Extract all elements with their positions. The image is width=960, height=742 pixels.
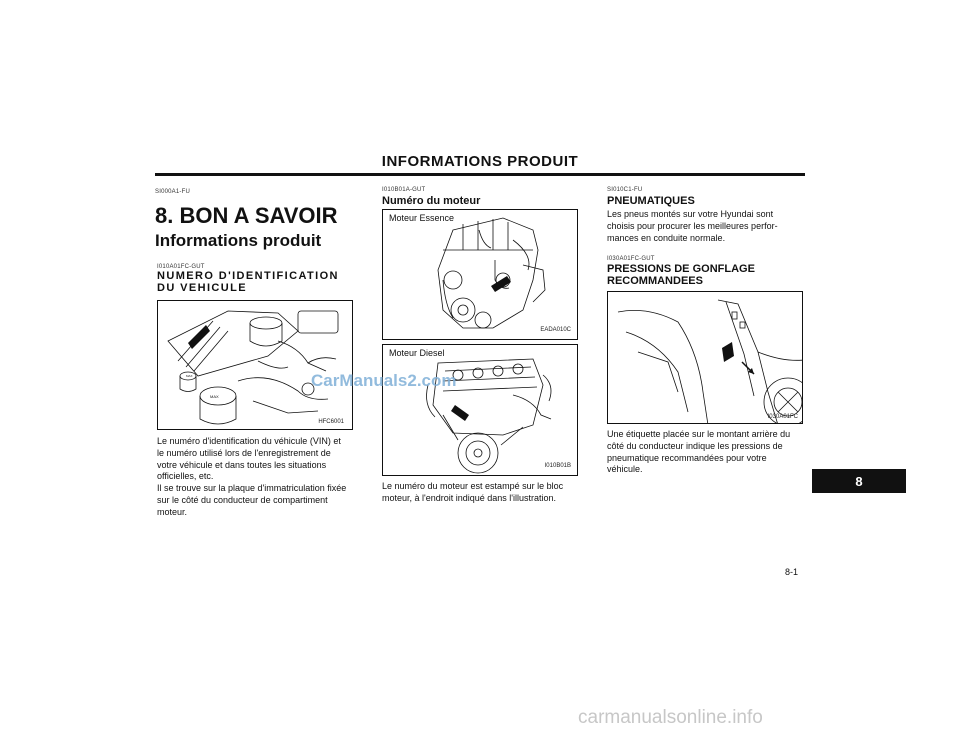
engine-bay-illustration [158,301,353,430]
figure-caption: Moteur Diesel [389,348,445,358]
figure-label: I010B01B [544,463,571,469]
text-line: Les pneus montés sur votre Hyundai sont [607,209,774,219]
vin-figure [157,300,353,430]
section-code: I030A01FC-GUT [607,256,655,262]
tyre-pressure-figure [607,291,803,424]
page-header-title: INFORMATIONS PRODUIT [381,153,579,170]
text-line: le numéro utilisé lors de l'enregistrement de [157,447,331,458]
svg-text:MAX: MAX [186,374,193,378]
engine-number-heading: Numéro du moteur [382,195,481,207]
watermark-logo: CarManuals2.com [311,371,457,390]
section-code: SI000A1-FU [155,189,191,195]
figure-caption: Moteur Essence [389,213,455,223]
section-code: I010A01FC-GUT [157,264,205,270]
text-line: Le numéro du moteur est estampé sur le bloc [382,481,564,491]
figure-label: I030A01FC [767,414,798,420]
tyres-heading: PNEUMATIQUES [607,195,695,207]
door-pillar-illustration [608,292,803,424]
chapter-title: 8. BON A SAVOIR [155,203,338,228]
text-line: Une étiquette placée sur le montant arrière du [607,429,791,439]
heading-line: RECOMMANDEES [607,275,703,287]
text-line: pneumatique recommandées pour votre [607,452,767,463]
tyre-pressure-heading [607,263,755,287]
text-line: Il se trouve sur la plaque d'immatriculation fixée [157,483,347,494]
text-line: côté du conducteur indique les pressions de [607,440,783,451]
watermark-footer: carmanualsonline.info [578,707,763,728]
vin-paragraph [157,436,353,519]
svg-text:MAX: MAX [210,394,219,399]
section-code: I010B01A-GUT [382,187,426,193]
text-line: choisis pour procurer les meilleures perfor- [607,220,778,231]
engine-number-paragraph [382,481,578,505]
figure-label: HFC6001 [318,419,344,425]
section-code: SI010C1-FU [607,187,643,193]
chapter-tab: 8 [812,469,906,493]
heading-line: PRESSIONS DE GONFLAGE [607,263,755,275]
figure-label: EADA010C [540,327,571,333]
text-line: mances en conduite normale. [607,232,726,243]
diesel-engine-illustration [383,345,578,476]
text-line: Le numéro d'identification du véhicule (VIN) et [157,436,341,446]
text-line: sur le côté du conducteur de compartiment [157,494,328,505]
tyres-paragraph [607,209,803,244]
text-line: votre véhicule et dans toutes les situations [157,459,327,470]
text-line: moteur, à l'endroit indiqué dans l'illustration. [382,492,557,503]
tyre-pressure-paragraph [607,429,803,476]
petrol-engine-figure [382,209,578,340]
diesel-engine-figure [382,344,578,476]
vin-heading: NUMERO D'IDENTIFICATION DU VEHICULE [157,270,339,294]
text-line: officielles, etc. [157,471,214,482]
page-number: 8-1 [785,567,799,577]
petrol-engine-illustration [383,210,578,340]
section-title: Informations produit [155,231,322,250]
header-rule [155,173,805,176]
text-line: véhicule. [607,464,643,475]
text-line: moteur. [157,506,188,517]
